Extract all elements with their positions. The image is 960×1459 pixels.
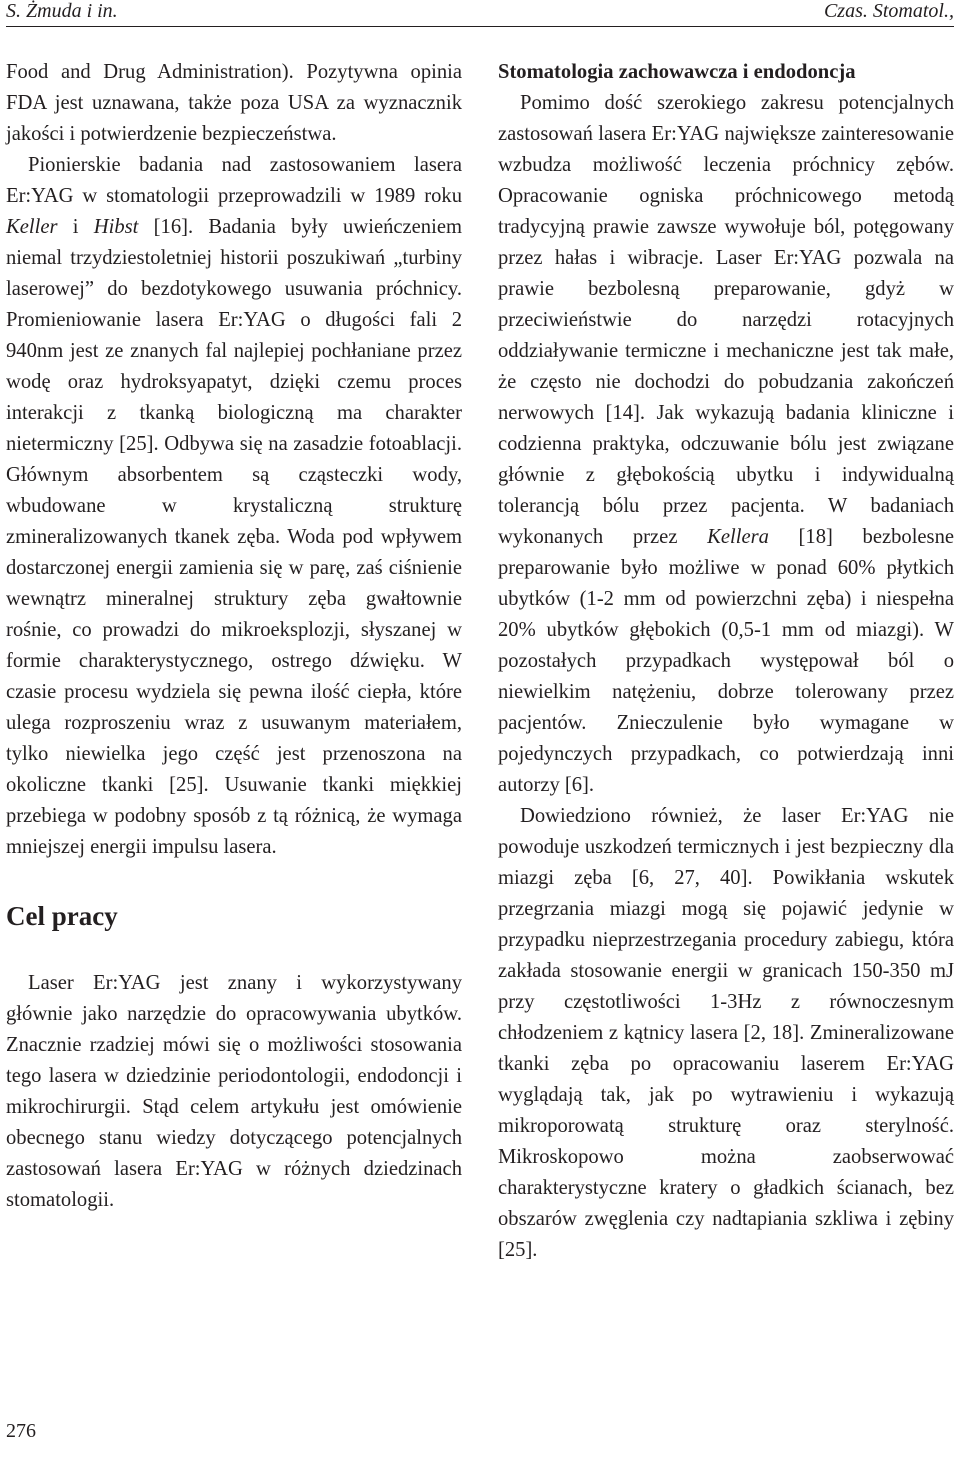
paragraph-aim: Laser Er:YAG jest znany i wykorzystywany głównie jako narzędzie do opracowywania ubytków. Znacznie rzadziej mówi się o możliwości stosowania tego lasera w dziedzinie periodontologii, endodoncji i mikrochirurgii. Stąd celem artykułu jest omówienie obecnego stanu wiedzy dotyczącego potencjalnych zastosowań lasera Er:YAG w różnych dziedzinach stomatologii. bbox=[6, 972, 462, 1211]
author-keller: Keller bbox=[6, 216, 58, 238]
author-kellera: Kellera bbox=[707, 526, 769, 548]
text-segment: Pionierskie badania nad zastosowaniem lasera Er:YAG w stomatologii przeprowadzili w 1989 roku bbox=[6, 154, 462, 207]
paragraph-fda: Food and Drug Administration). Pozytywna opinia FDA jest uznawana, także poza USA za wyznacznik jakości i potwierdzenie bezpieczeństwa. bbox=[6, 61, 462, 145]
paragraph-caries-treatment bbox=[498, 88, 954, 801]
text-segment: [16]. Badania były uwieńczeniem niemal trzydziestoletniej historii poszukiwań „turbiny laserowej” do bezdotykowego usuwania próchnicy. Promieniowanie lasera Er:YAG o długości fali 2 940nm jest ze znanych fal najlepiej pochłaniane przez wodę oraz hydroksyapatyt, dzięki czemu proces interakcji z tkanką biologiczną ma charakter nietermiczny [25]. Odbywa się na zasadzie fotoablacji. Głównym absorbentem są cząsteczki wody, wbudowane w krystaliczną strukturę zmineralizowanych tkanek zęba. Woda pod wpływem dostarczonej energii zamienia się w parę, zaś ciśnienie wewnątrz mineralnej struktury zęba gwałtownie rośnie, co prowadzi do mikroeksplozji, słyszanej w formie charakterystycznego, ostrego dźwięku. W czasie procesu wydziela się pewna ilość ciepła, które ulega rozproszeniu wraz z usuwanym materiałem, tylko niewielka jego część jest przenoszona na okoliczne tkanki [25]. Usuwanie tkanki miękkiej przebiega w podobny sposób z tą różnicą, że wymaga mniejszej energii impulsu lasera. bbox=[6, 216, 462, 858]
author-hibst: Hibst bbox=[93, 216, 139, 238]
paragraph-pioneer-studies bbox=[6, 150, 462, 863]
paragraph-pulp-safety: Dowiedziono również, że laser Er:YAG nie powoduje uszkodzeń termicznych i jest bezpieczny dla miazgi zęba [6, 27, 40]. Powikłania wskutek przegrzania miazgi mogą się pojawić jedynie w przypadku nieprzestrzegania procedury zabiegu, która zakłada stosowanie energii w granicach 150-350 mJ przy częstotliwości 1-3Hz z równoczesnym chłodzeniem z kątnicy lasera [2, 18]. Zmineralizowane tkanki zęba po opracowaniu laserem Er:YAG wyglądają tak, jak po wytrawieniu i wykazują mikroporowatą strukturę oraz sterylność. Mikroskopowo można zaobserwować charakterystyczne kratery o gładkich ścianach, bez obszarów zwęglenia czy nadtapiania szkliwa i zębiny [25]. bbox=[498, 805, 954, 1261]
right-column bbox=[498, 57, 954, 1266]
text-segment: Pomimo dość szerokiego zakresu potencjalnych zastosowań lasera Er:YAG największe zainteresowanie wzbudza możliwość leczenia próchnicy zębów. Opracowanie ogniska próchnicowego metodą tradycyjną prawie zawsze wywołuje ból, potęgowany przez hałas i wibracje. Laser Er:YAG pozwala na prawie bezbolesną preparowanie, gdyż w przeciwieństwie do narzędzi rotacyjnych oddziaływanie termiczne i mechaniczne jest tak małe, że często nie dochodzi do pobudzania zakończeń nerwowych [14]. Jak wykazują badania kliniczne i codzienna praktyka, odczuwanie bólu jest związane głównie z głębokością ubytku i indywidualną tolerancją bólu przez pacjenta. W badaniach wykonanych przez bbox=[498, 92, 954, 548]
text-segment: i bbox=[57, 216, 94, 238]
header-journal: Czas. Stomatol., bbox=[823, 0, 954, 22]
header-authors: S. Żmuda i in. bbox=[6, 0, 118, 22]
left-column bbox=[6, 57, 462, 1216]
text-segment: [18] bezbolesne preparowanie było możliwe w ponad 60% płytkich ubytków (1-2 mm od powierzchni zęba) i niespełna 20% ubytków głębokich (0,5-1 mm od miazgi). W pozostałych przypadkach występował ból o niewielkim natężeniu, dobrze tolerowany przez pacjentów. Znieczulenie było wymagane w pojedynczych przypadkach, co potwierdzają inni autorzy [6]. bbox=[498, 526, 955, 796]
running-header bbox=[6, 0, 954, 27]
section-title-conservative-dentistry: Stomatologia zachowawcza i endodoncja bbox=[498, 61, 856, 83]
section-heading-cel-pracy: Cel pracy bbox=[6, 901, 118, 931]
page-number: 276 bbox=[6, 1420, 36, 1442]
